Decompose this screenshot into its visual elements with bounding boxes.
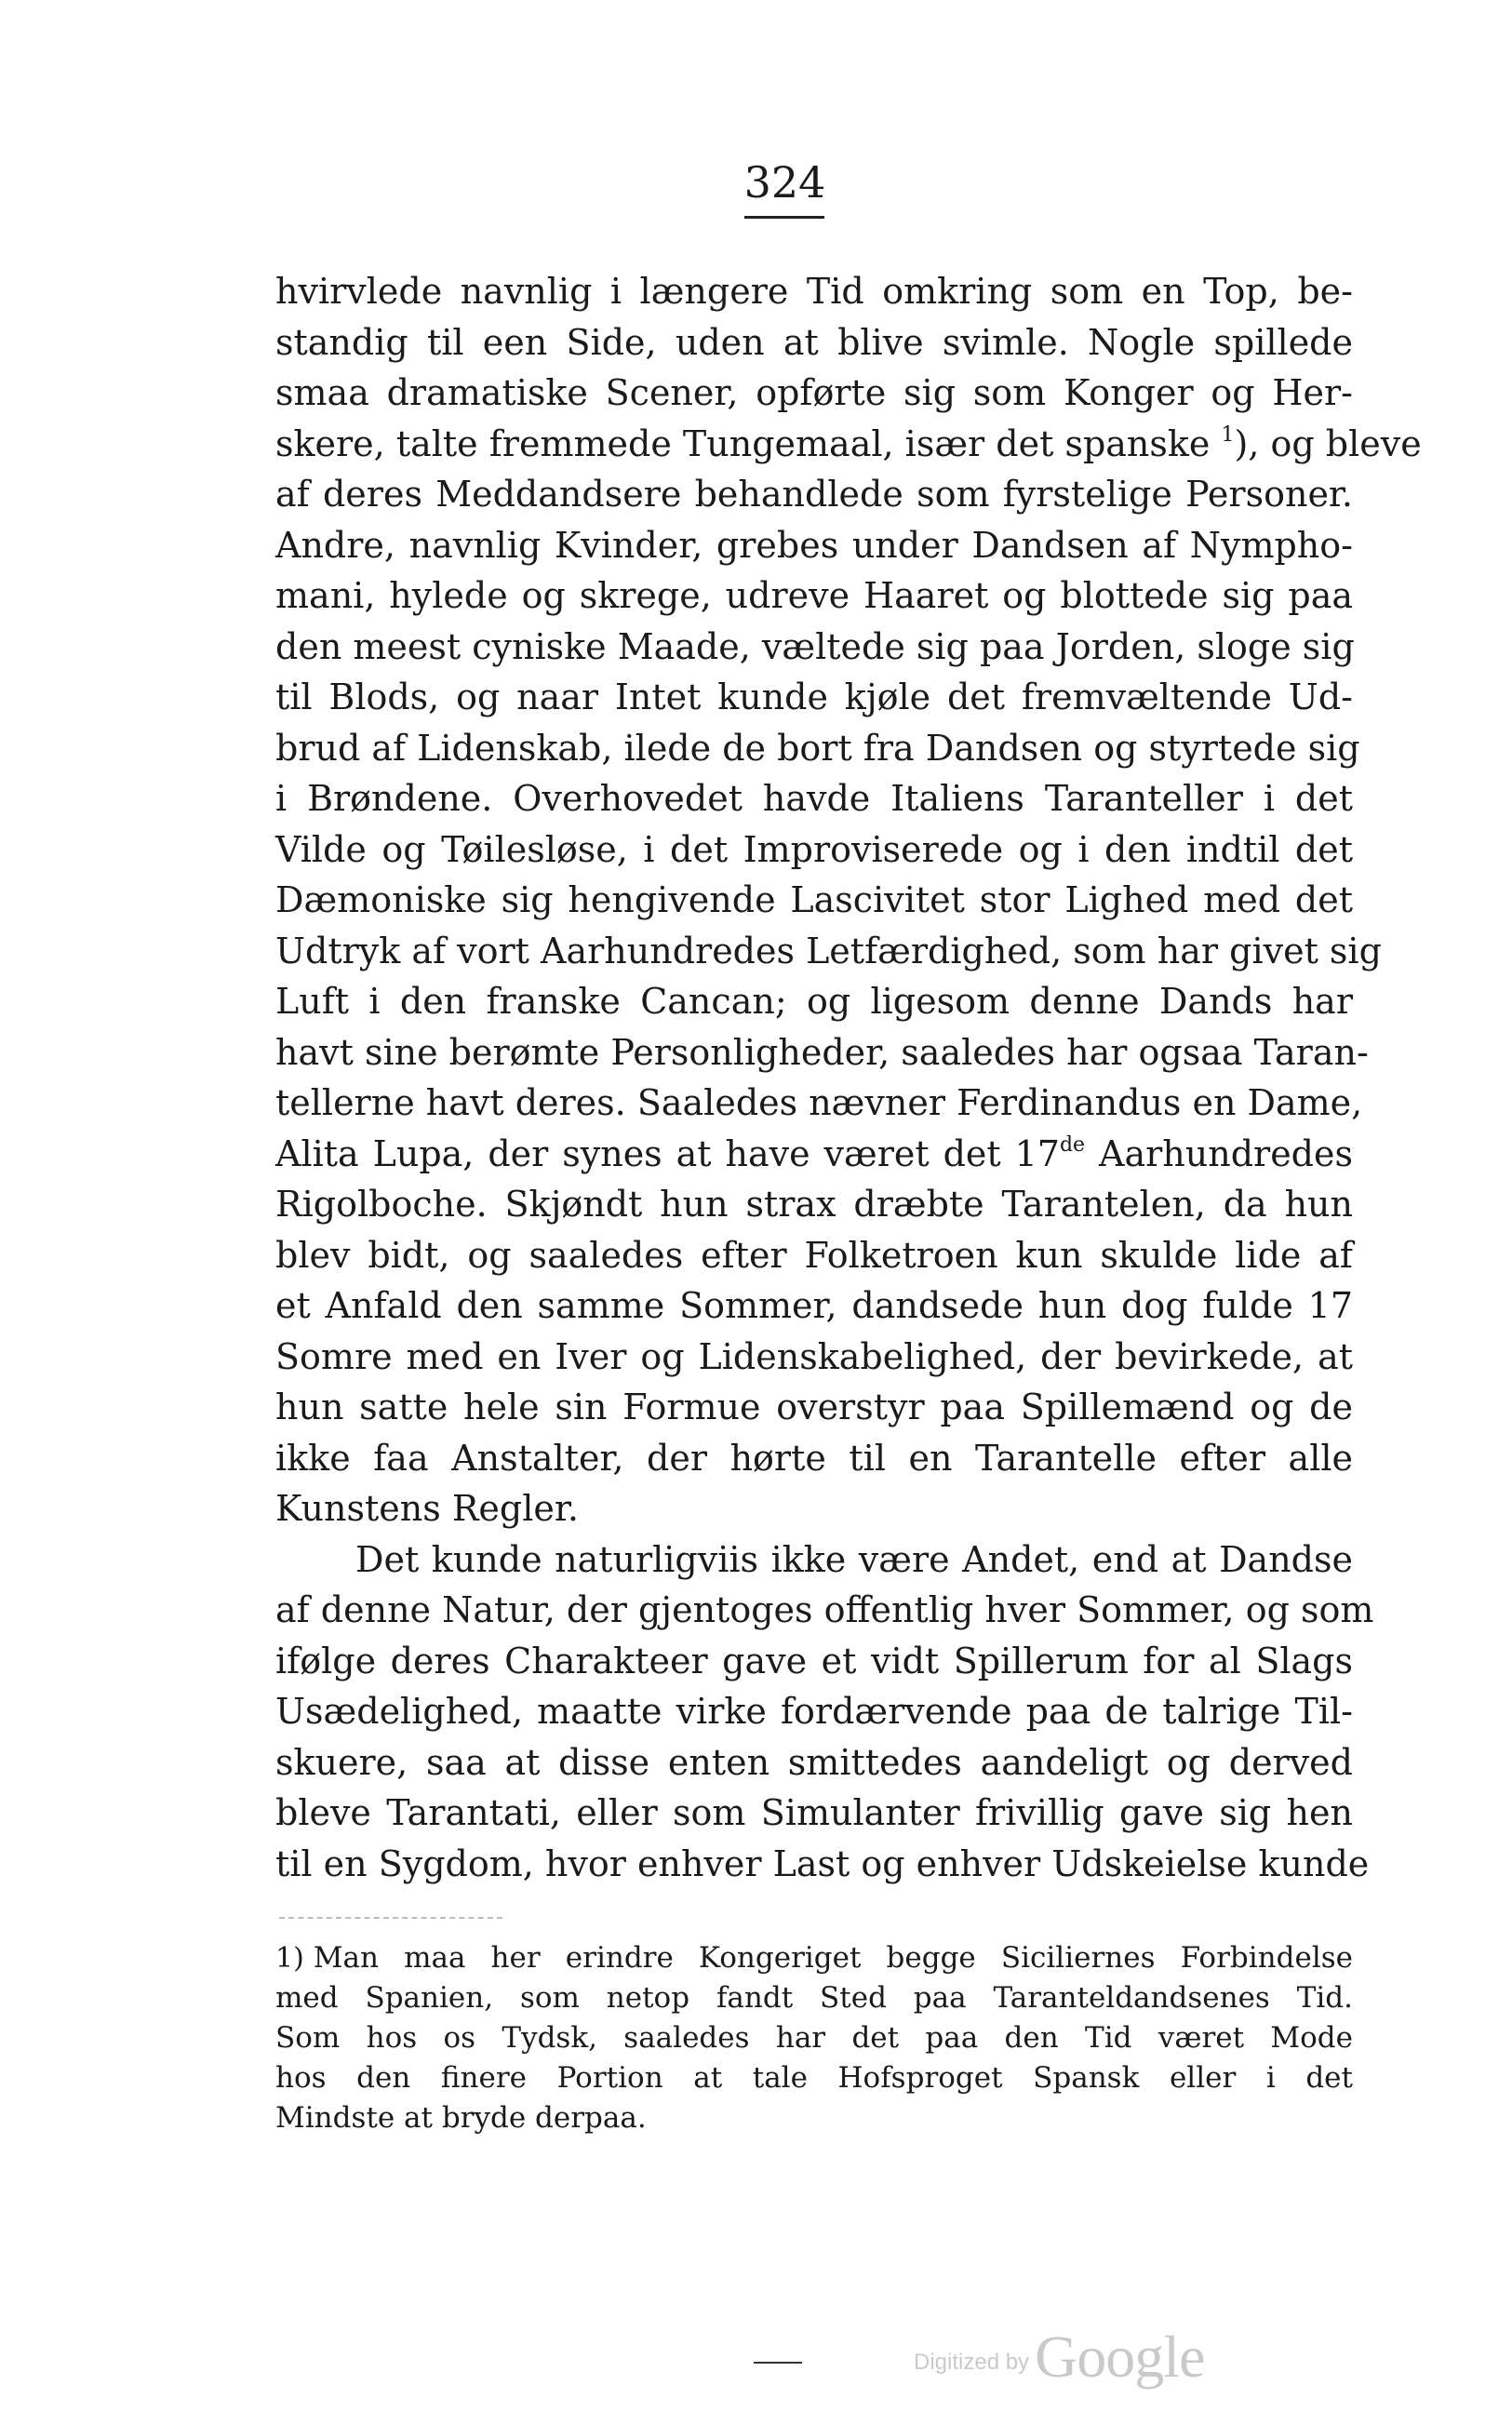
text-line: ikke faa Anstalter, der hørte til en Tarantelle efter alle	[275, 1437, 1353, 1479]
text-line: mani, hylede og skrege, udreve Haaret og blottede sig paa	[275, 575, 1353, 616]
page-number-rule	[744, 216, 824, 219]
text-line: Andre, navnlig Kvinder, grebes under Dandsen af Nympho-	[275, 524, 1353, 566]
text-line: havt sine berømte Personligheder, saaledes har ogsaa Taran-	[275, 1031, 1369, 1073]
text-line: Kunstens Regler.	[275, 1488, 579, 1529]
text-line: til Blods, og naar Intet kunde kjøle det fremvæltende Ud-	[275, 677, 1353, 717]
footnote-text: Man maa her erindre Kongeriget begge Siciliernes Forbindelse	[313, 1941, 1353, 1975]
text-line: et Anfald den samme Sommer, dandsede hun dog fulde 17	[275, 1285, 1353, 1326]
footnote-reference: 1	[1221, 422, 1235, 447]
bottom-rule	[754, 2362, 802, 2364]
text-line: blev bidt, og saaledes efter Folketroen kun skulde lide af	[275, 1234, 1353, 1276]
text-line	[275, 1129, 1353, 1180]
text-line: hun satte hele sin Formue overstyr paa Spillemænd og de	[275, 1387, 1353, 1427]
text-line: Dæmoniske sig hengivende Lascivitet stor Lighed med det	[275, 879, 1353, 920]
footnote-line: med Spanien, som netop fandt Sted paa Taranteldandsenes Tid.	[275, 1981, 1353, 2015]
digitized-watermark	[914, 2323, 1204, 2392]
footnote-line	[275, 1938, 1353, 1978]
text-line-start: skere, talte fremmede Tungemaal, især det spanske	[275, 422, 1211, 464]
text-line: Vilde og Tøilesløse, i det Improviserede og i den indtil det	[275, 828, 1353, 870]
text-line: i Brøndene. Overhovedet havde Italiens Taranteller i det	[275, 778, 1353, 819]
footnote-separator	[279, 1917, 502, 1919]
text-line: Rigolboche. Skjøndt hun strax dræbte Tarantelen, da hun	[275, 1184, 1353, 1225]
text-line: Luft i den franske Cancan; og ligesom denne Dands har	[275, 981, 1353, 1022]
watermark-logo: Google	[1035, 2324, 1205, 2390]
footnote-line: Mindste at bryde derpaa.	[275, 2101, 647, 2135]
watermark-digitized-text: Digitized by	[914, 2350, 1030, 2375]
text-line: den meest cyniske Maade, væltede sig paa Jorden, sloge sig	[275, 625, 1355, 667]
text-line: bleve Tarantati, eller som Simulanter frivillig gave sig hen	[275, 1792, 1353, 1833]
text-line: tellerne havt deres. Saaledes nævner Ferdinandus en Dame,	[275, 1082, 1363, 1123]
text-line: af deres Meddandsere behandlede som fyrstelige Personer.	[275, 474, 1353, 515]
text-line: til en Sygdom, hvor enhver Last og enhver Udskeielse kunde	[275, 1842, 1370, 1884]
text-line: Det kunde naturligviis ikke være Andet, end at Dandse	[355, 1538, 1353, 1580]
text-line: smaa dramatiske Scener, opførte sig som Konger og Her-	[275, 372, 1353, 413]
text-line: hvirvlede navnlig i længere Tid omkring som en Top, be-	[275, 271, 1353, 312]
text-line: ifølge deres Charakteer gave et vidt Spillerum for al Slags	[275, 1640, 1353, 1681]
footnote-line: hos den finere Portion at tale Hofsproget Spansk eller i det	[275, 2061, 1353, 2095]
text-line-start: Alita Lupa, der synes at have været det 17	[275, 1132, 1060, 1174]
text-line	[275, 419, 1422, 470]
footnote-line: Som hos os Tydsk, saaledes har det paa den Tid været Mode	[275, 2021, 1353, 2055]
text-line: af denne Natur, der gjentoges offentlig hver Sommer, og som	[275, 1589, 1374, 1630]
text-line-end: ), og bleve	[1234, 422, 1422, 464]
body-text	[275, 266, 1422, 1889]
text-line: standig til een Side, uden at blive svimle. Nogle spillede	[275, 321, 1353, 363]
text-line: brud af Lidenskab, ilede de bort fra Dandsen og styrtede sig	[275, 727, 1360, 769]
footnote	[275, 1938, 1353, 2138]
text-line: Udtryk af vort Aarhundredes Letfærdighed, som har givet sig	[275, 930, 1382, 971]
page-number: 324	[743, 157, 826, 208]
text-line: Somre med en Iver og Lidenskabelighed, der bevirkede, at	[275, 1335, 1353, 1377]
text-line: Usædelighed, maatte virke fordærvende paa de talrige Til-	[275, 1691, 1353, 1732]
text-line: skuere, saa at disse enten smittedes aandeligt og derved	[275, 1741, 1353, 1783]
footnote-marker: 1)	[275, 1942, 304, 1975]
text-line-end: Aarhundredes	[1085, 1132, 1353, 1174]
ordinal-suffix: de	[1059, 1132, 1086, 1157]
